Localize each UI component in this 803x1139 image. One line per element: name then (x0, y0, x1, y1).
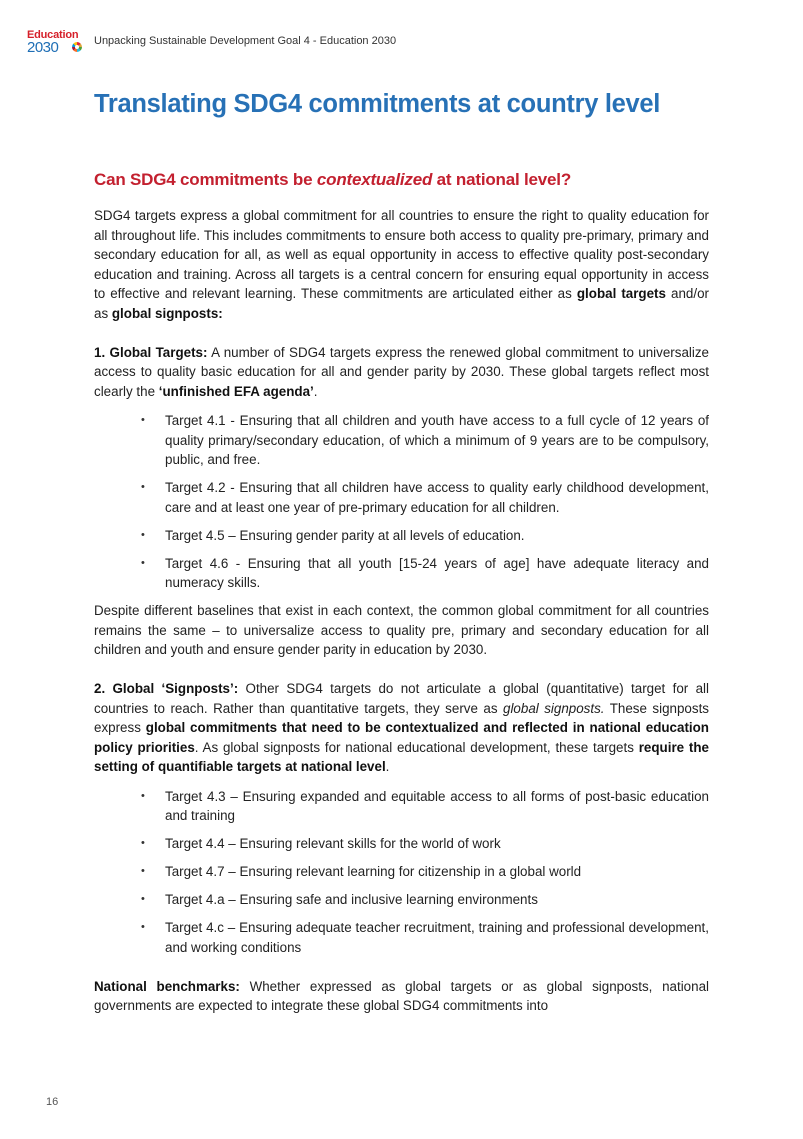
list-item (94, 787, 709, 826)
bullet-icon: • (141, 865, 145, 877)
education-2030-logo (27, 28, 89, 56)
list-item-text: Target 4.7 – Ensuring relevant learning for citizenship in a global world (165, 864, 582, 879)
intro-bold-global-signposts: global signposts: (111, 305, 223, 321)
list-item (94, 834, 709, 854)
signposts-bold-2: require the setting of quantifiable targets at national level (94, 739, 709, 774)
bullet-icon: • (141, 556, 145, 569)
signposts-list (94, 787, 709, 958)
global-targets-label: 1. Global Targets: (94, 344, 208, 360)
benchmarks-paragraph (94, 977, 709, 1016)
heading-emphasis: contextualized (316, 170, 433, 189)
intro-bold-global-targets: global targets (576, 286, 666, 301)
list-item-text: Target 4.6 - Ensuring that all youth [15-24 years of age] have adequate literacy and numeracy skills. (165, 555, 709, 590)
signposts-bold-1: global commitments that need to be contextualized and reflected in national education policy priorities (94, 720, 709, 755)
list-item (94, 890, 709, 910)
bullet-icon: • (141, 837, 145, 849)
logo-text-education: Education (27, 29, 79, 41)
page-title: Translating SDG4 commitments at country level (94, 90, 661, 118)
signposts-italic: global signposts. (503, 700, 605, 716)
section-heading (94, 170, 571, 190)
baselines-paragraph: Despite different baselines that exist in each context, the common global commitment for all countries remains the same – to universalize access to quality pre, primary and secondary education for all children and youth and ensure gender parity in education by 2030. (94, 603, 709, 657)
global-targets-list (94, 411, 709, 593)
heading-text-start: Can SDG4 commitments be (94, 170, 317, 189)
list-item (94, 526, 709, 546)
list-item (94, 411, 709, 470)
body-content (94, 206, 709, 1016)
list-item-text: Target 4.5 – Ensuring gender parity at all levels of education. (165, 527, 525, 543)
signposts-end: . (385, 759, 390, 774)
signposts-text-2: These signposts express (94, 700, 709, 735)
heading-text-end: at national level? (432, 170, 572, 189)
signposts-label: 2. Global ‘Signposts’: (94, 681, 239, 696)
list-item (94, 918, 709, 957)
logo-text-year: 2030 (27, 39, 59, 56)
intro-text: SDG4 targets express a global commitment for all countries to ensure the right to quality education for all throughout life. This includes commitments to ensure both access to quality pre-primary, primary and secondary education for all, as well as equal opportunity in access to effective quality post-secondary education and training. Across all targets is a central concern for ensuring equal opportunity in access to effective and relevant learning. These commitments are articulated either as (94, 208, 709, 301)
list-item-text: Target 4.2 - Ensuring that all children have access to quality early childhood development, care and at least one year of pre-primary education for all children. (165, 480, 709, 515)
page-header (27, 28, 727, 56)
signposts-paragraph (94, 679, 709, 777)
list-item-text: Target 4.c – Ensuring adequate teacher recruitment, training and professional development, and working conditions (165, 920, 709, 955)
running-title: Unpacking Sustainable Development Goal 4 - Education 2030 (94, 35, 397, 47)
global-targets-paragraph (94, 343, 709, 402)
bullet-icon: • (141, 893, 145, 905)
bullet-icon: • (141, 481, 145, 493)
list-item (94, 554, 709, 593)
bullet-icon: • (141, 528, 145, 541)
list-item-text: Target 4.3 – Ensuring expanded and equitable access to all forms of post-basic education and training (165, 788, 709, 823)
intro-paragraph (94, 206, 709, 323)
list-item-text: Target 4.4 – Ensuring relevant skills for the world of work (165, 836, 501, 851)
bullet-icon: • (141, 921, 145, 933)
global-targets-end: . (313, 383, 318, 399)
list-item (94, 478, 709, 517)
list-item-text: Target 4.a – Ensuring safe and inclusive learning environments (165, 892, 538, 907)
page-number: 16 (46, 1096, 59, 1108)
bullet-icon: • (141, 414, 145, 426)
benchmarks-label: National benchmarks: (94, 978, 240, 994)
global-targets-bold: ‘unfinished EFA agenda’ (158, 383, 314, 399)
intro-text-mid: and/or as (94, 286, 709, 321)
list-item-text: Target 4.1 - Ensuring that all children and youth have access to a full cycle of 12 years of quality primary/secondary education, of which a minimum of 9 years are to be compulsory, public, and free. (165, 413, 709, 467)
benchmarks-text: Whether expressed as global targets or as global signposts, national governments are expected to integrate these global SDG4 commitments into (94, 978, 709, 1013)
bullet-icon: • (141, 789, 145, 802)
signposts-text-3: . As global signposts for national educational development, these targets (194, 739, 639, 755)
global-targets-text: A number of SDG4 targets express the renewed global commitment to universalize access to quality basic education for all and gender parity by 2030. These global targets reflect most clearly the (94, 344, 709, 399)
list-item (94, 862, 709, 882)
sdg-wheel-icon (72, 42, 82, 52)
signposts-text-1: Other SDG4 targets do not articulate a global (quantitative) target for all countries to reach. Rather than quantitative targets, they serve as (94, 681, 709, 716)
